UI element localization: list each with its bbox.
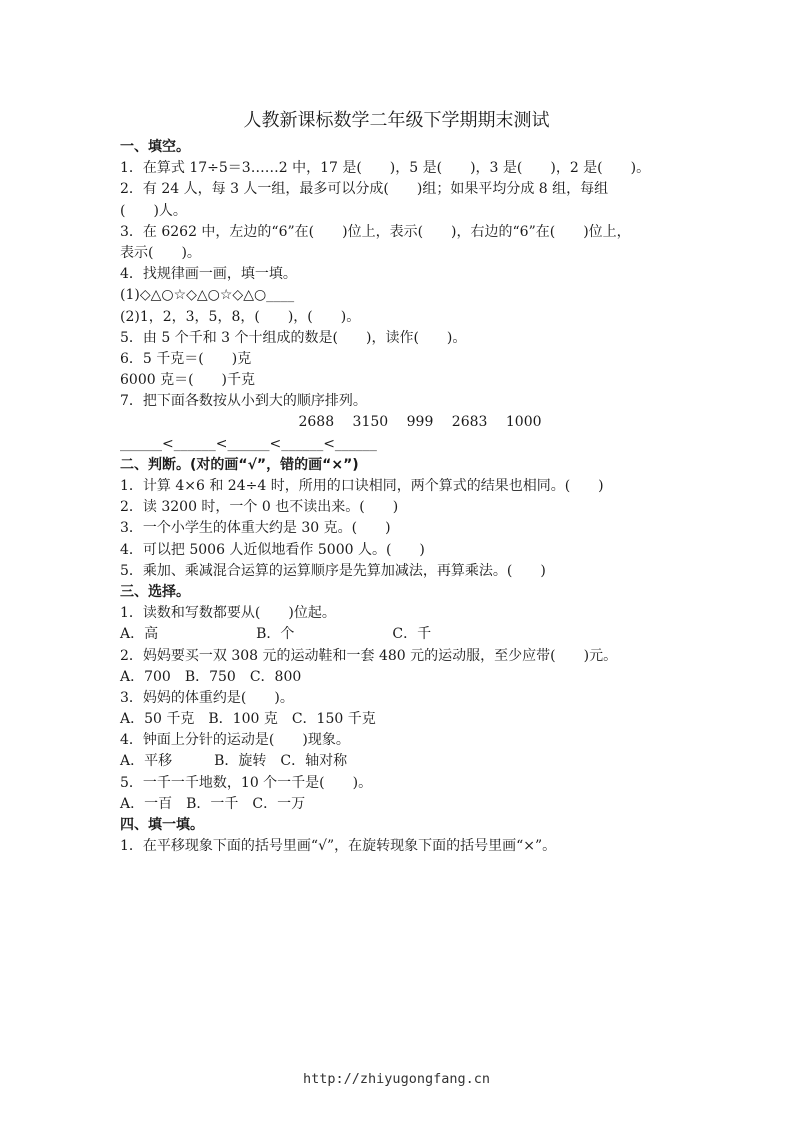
question-line: 6．5 千克＝( )克 <box>120 350 252 367</box>
question-line: 2．读 3200 时，一个 0 也不读出来。( ) <box>120 499 399 516</box>
section-heading-judge: 二、判断。(对的画“√”，错的画“×”) <box>120 456 359 473</box>
section-heading-fill-in: 四、填一填。 <box>120 817 204 833</box>
question-line: 4．可以把 5006 人近似地看作 5000 人。( ) <box>120 541 425 558</box>
section-heading-choice: 三、选择。 <box>120 583 190 600</box>
question-line: 6000 克＝( )千克 <box>120 372 256 389</box>
numbers-to-sort: 2688 3150 999 2683 1000 <box>298 414 542 431</box>
question-line: 1．读数和写数都要从( )位起。 <box>120 605 336 622</box>
question-line: 7．把下面各数按从小到大的顺序排列。 <box>120 393 367 410</box>
options-line: A．700 B．750 C．800 <box>120 668 302 685</box>
pattern-line: (1)◇△○☆◇△○☆◇△○____ <box>120 287 295 304</box>
options-line: A．平移 B．旋转 C．轴对称 <box>120 753 348 770</box>
question-line: 1．计算 4×6 和 24÷4 时，所用的口诀相同，两个算式的结果也相同。( ) <box>120 478 604 494</box>
question-line: 3．妈妈的体重约是( )。 <box>120 689 294 706</box>
question-line: 5．一千一千地数，10 个一千是( )。 <box>120 774 373 791</box>
question-line: 5．由 5 个千和 3 个十组成的数是( )，读作( )。 <box>120 329 467 346</box>
question-line: 表示( )。 <box>120 244 201 261</box>
ordering-blanks: ______<______<______<______<______ <box>120 435 377 452</box>
question-line: ( )人。 <box>120 202 187 219</box>
question-line: 2．有 24 人，每 3 人一组，最多可以分成( )组；如果平均分成 8 组，每组 <box>120 181 609 198</box>
options-line: A．高 B．个 C．千 <box>120 626 432 643</box>
question-line: 3．在 6262 中，左边的“6”在( )位上，表示( )，右边的“6”在( )位上， <box>120 223 631 240</box>
question-line: 4．钟面上分针的运动是( )现象。 <box>120 732 350 749</box>
question-line: 5．乘加、乘减混合运算的运算顺序是先算加减法，再算乘法。( ) <box>120 562 546 579</box>
question-line: 2．妈妈要买一双 308 元的运动鞋和一套 480 元的运动服，至少应带( )元。 <box>120 647 618 664</box>
section-heading-fill-blank: 一、填空。 <box>120 139 190 155</box>
footer-url: http://zhiyugongfang.cn <box>303 1071 490 1087</box>
question-line: 4．找规律画一画，填一填。 <box>120 266 297 283</box>
question-line: 3．一个小学生的体重大约是 30 克。( ) <box>120 520 391 537</box>
exam-content <box>120 137 680 857</box>
options-line: A．50 千克 B．100 克 C．150 千克 <box>120 711 376 728</box>
page-title: 人教新课标数学二年级下学期期末测试 <box>243 110 550 131</box>
options-line: A．一百 B．一千 C．一万 <box>120 795 306 812</box>
question-line: 1．在平移现象下面的括号里画“√”，在旋转现象下面的括号里画“×”。 <box>120 838 557 855</box>
question-line: 1．在算式 17÷5＝3……2 中，17 是( )，5 是( )，3 是( )，2 是( )。 <box>120 160 651 177</box>
sequence-line: (2)1，2，3，5，8，( )，( )。 <box>120 308 361 325</box>
